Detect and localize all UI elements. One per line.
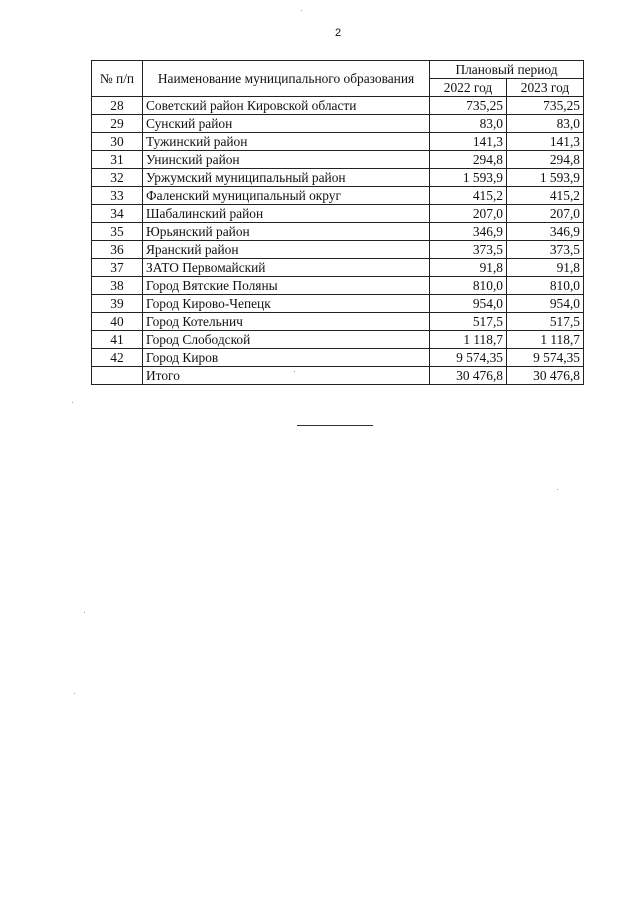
row-num: 33: [92, 187, 143, 205]
table-row: [92, 223, 584, 241]
table-row: [92, 259, 584, 277]
row-value-2023: 1 593,9: [507, 169, 584, 187]
row-name: Город Вятские Поляны: [143, 277, 430, 295]
row-name: Уржумский муниципальный район: [143, 169, 430, 187]
row-name: Город Киров: [143, 349, 430, 367]
row-value-2023: 207,0: [507, 205, 584, 223]
header-row: [92, 61, 584, 79]
table-header: [92, 61, 584, 97]
budget-table: [91, 60, 584, 385]
table-body: [92, 97, 584, 385]
row-name: Юрьянский район: [143, 223, 430, 241]
scan-speck: [72, 402, 73, 403]
header-num: № п/п: [92, 61, 143, 97]
row-num: 30: [92, 133, 143, 151]
row-num: 41: [92, 331, 143, 349]
row-name: Сунский район: [143, 115, 430, 133]
row-value-2022: 207,0: [430, 205, 507, 223]
table-row: [92, 205, 584, 223]
table-row: [92, 313, 584, 331]
page-number: 2: [334, 27, 342, 39]
table-row: [92, 241, 584, 259]
row-num: 32: [92, 169, 143, 187]
table-row: [92, 151, 584, 169]
row-num: 28: [92, 97, 143, 115]
row-value-2022: 83,0: [430, 115, 507, 133]
total-row: [92, 367, 584, 385]
row-num: 29: [92, 115, 143, 133]
row-num: 36: [92, 241, 143, 259]
row-value-2022: 954,0: [430, 295, 507, 313]
row-value-2023: 517,5: [507, 313, 584, 331]
scan-speck: [294, 371, 295, 372]
row-num: 42: [92, 349, 143, 367]
row-name: Шабалинский район: [143, 205, 430, 223]
row-value-2022: 141,3: [430, 133, 507, 151]
table-row: [92, 133, 584, 151]
row-value-2022: 30 476,8: [430, 367, 507, 385]
row-value-2023: 346,9: [507, 223, 584, 241]
row-value-2023: 91,8: [507, 259, 584, 277]
row-num: 31: [92, 151, 143, 169]
scan-speck: [301, 10, 302, 11]
row-value-2022: 415,2: [430, 187, 507, 205]
row-name: Тужинский район: [143, 133, 430, 151]
row-value-2023: 954,0: [507, 295, 584, 313]
row-value-2023: 735,25: [507, 97, 584, 115]
table-row: [92, 187, 584, 205]
row-value-2022: 346,9: [430, 223, 507, 241]
row-value-2022: 517,5: [430, 313, 507, 331]
row-value-2022: 810,0: [430, 277, 507, 295]
row-num: [92, 367, 143, 385]
row-value-2023: 83,0: [507, 115, 584, 133]
row-num: 39: [92, 295, 143, 313]
header-period: Плановый период: [430, 61, 584, 79]
row-num: 34: [92, 205, 143, 223]
scan-speck: [557, 489, 558, 490]
table-row: [92, 349, 584, 367]
row-value-2023: 1 118,7: [507, 331, 584, 349]
row-name: ЗАТО Первомайский: [143, 259, 430, 277]
table-row: [92, 277, 584, 295]
row-num: 40: [92, 313, 143, 331]
scan-speck: [74, 693, 75, 694]
table-row: [92, 295, 584, 313]
row-name: Город Слободской: [143, 331, 430, 349]
row-name: Фаленский муниципальный округ: [143, 187, 430, 205]
header-year-2023: 2023 год: [507, 79, 584, 97]
table-row: [92, 97, 584, 115]
row-num: 35: [92, 223, 143, 241]
row-name: Советский район Кировской области: [143, 97, 430, 115]
table-row: [92, 331, 584, 349]
row-value-2023: 141,3: [507, 133, 584, 151]
row-value-2023: 294,8: [507, 151, 584, 169]
row-name: Итого: [143, 367, 430, 385]
row-value-2022: 1 593,9: [430, 169, 507, 187]
separator-line: [297, 425, 373, 426]
row-value-2022: 294,8: [430, 151, 507, 169]
row-num: 37: [92, 259, 143, 277]
row-value-2022: 91,8: [430, 259, 507, 277]
header-year-2022: 2022 год: [430, 79, 507, 97]
row-value-2023: 415,2: [507, 187, 584, 205]
row-value-2023: 373,5: [507, 241, 584, 259]
table-row: [92, 115, 584, 133]
row-name: Город Котельнич: [143, 313, 430, 331]
row-name: Город Кирово-Чепецк: [143, 295, 430, 313]
row-value-2022: 735,25: [430, 97, 507, 115]
header-name: Наименование муниципального образования: [143, 61, 430, 97]
row-value-2023: 30 476,8: [507, 367, 584, 385]
row-value-2022: 9 574,35: [430, 349, 507, 367]
table-row: [92, 169, 584, 187]
row-name: Унинский район: [143, 151, 430, 169]
row-value-2022: 373,5: [430, 241, 507, 259]
scan-speck: [84, 612, 85, 613]
row-value-2022: 1 118,7: [430, 331, 507, 349]
row-value-2023: 9 574,35: [507, 349, 584, 367]
row-value-2023: 810,0: [507, 277, 584, 295]
row-name: Яранский район: [143, 241, 430, 259]
row-num: 38: [92, 277, 143, 295]
